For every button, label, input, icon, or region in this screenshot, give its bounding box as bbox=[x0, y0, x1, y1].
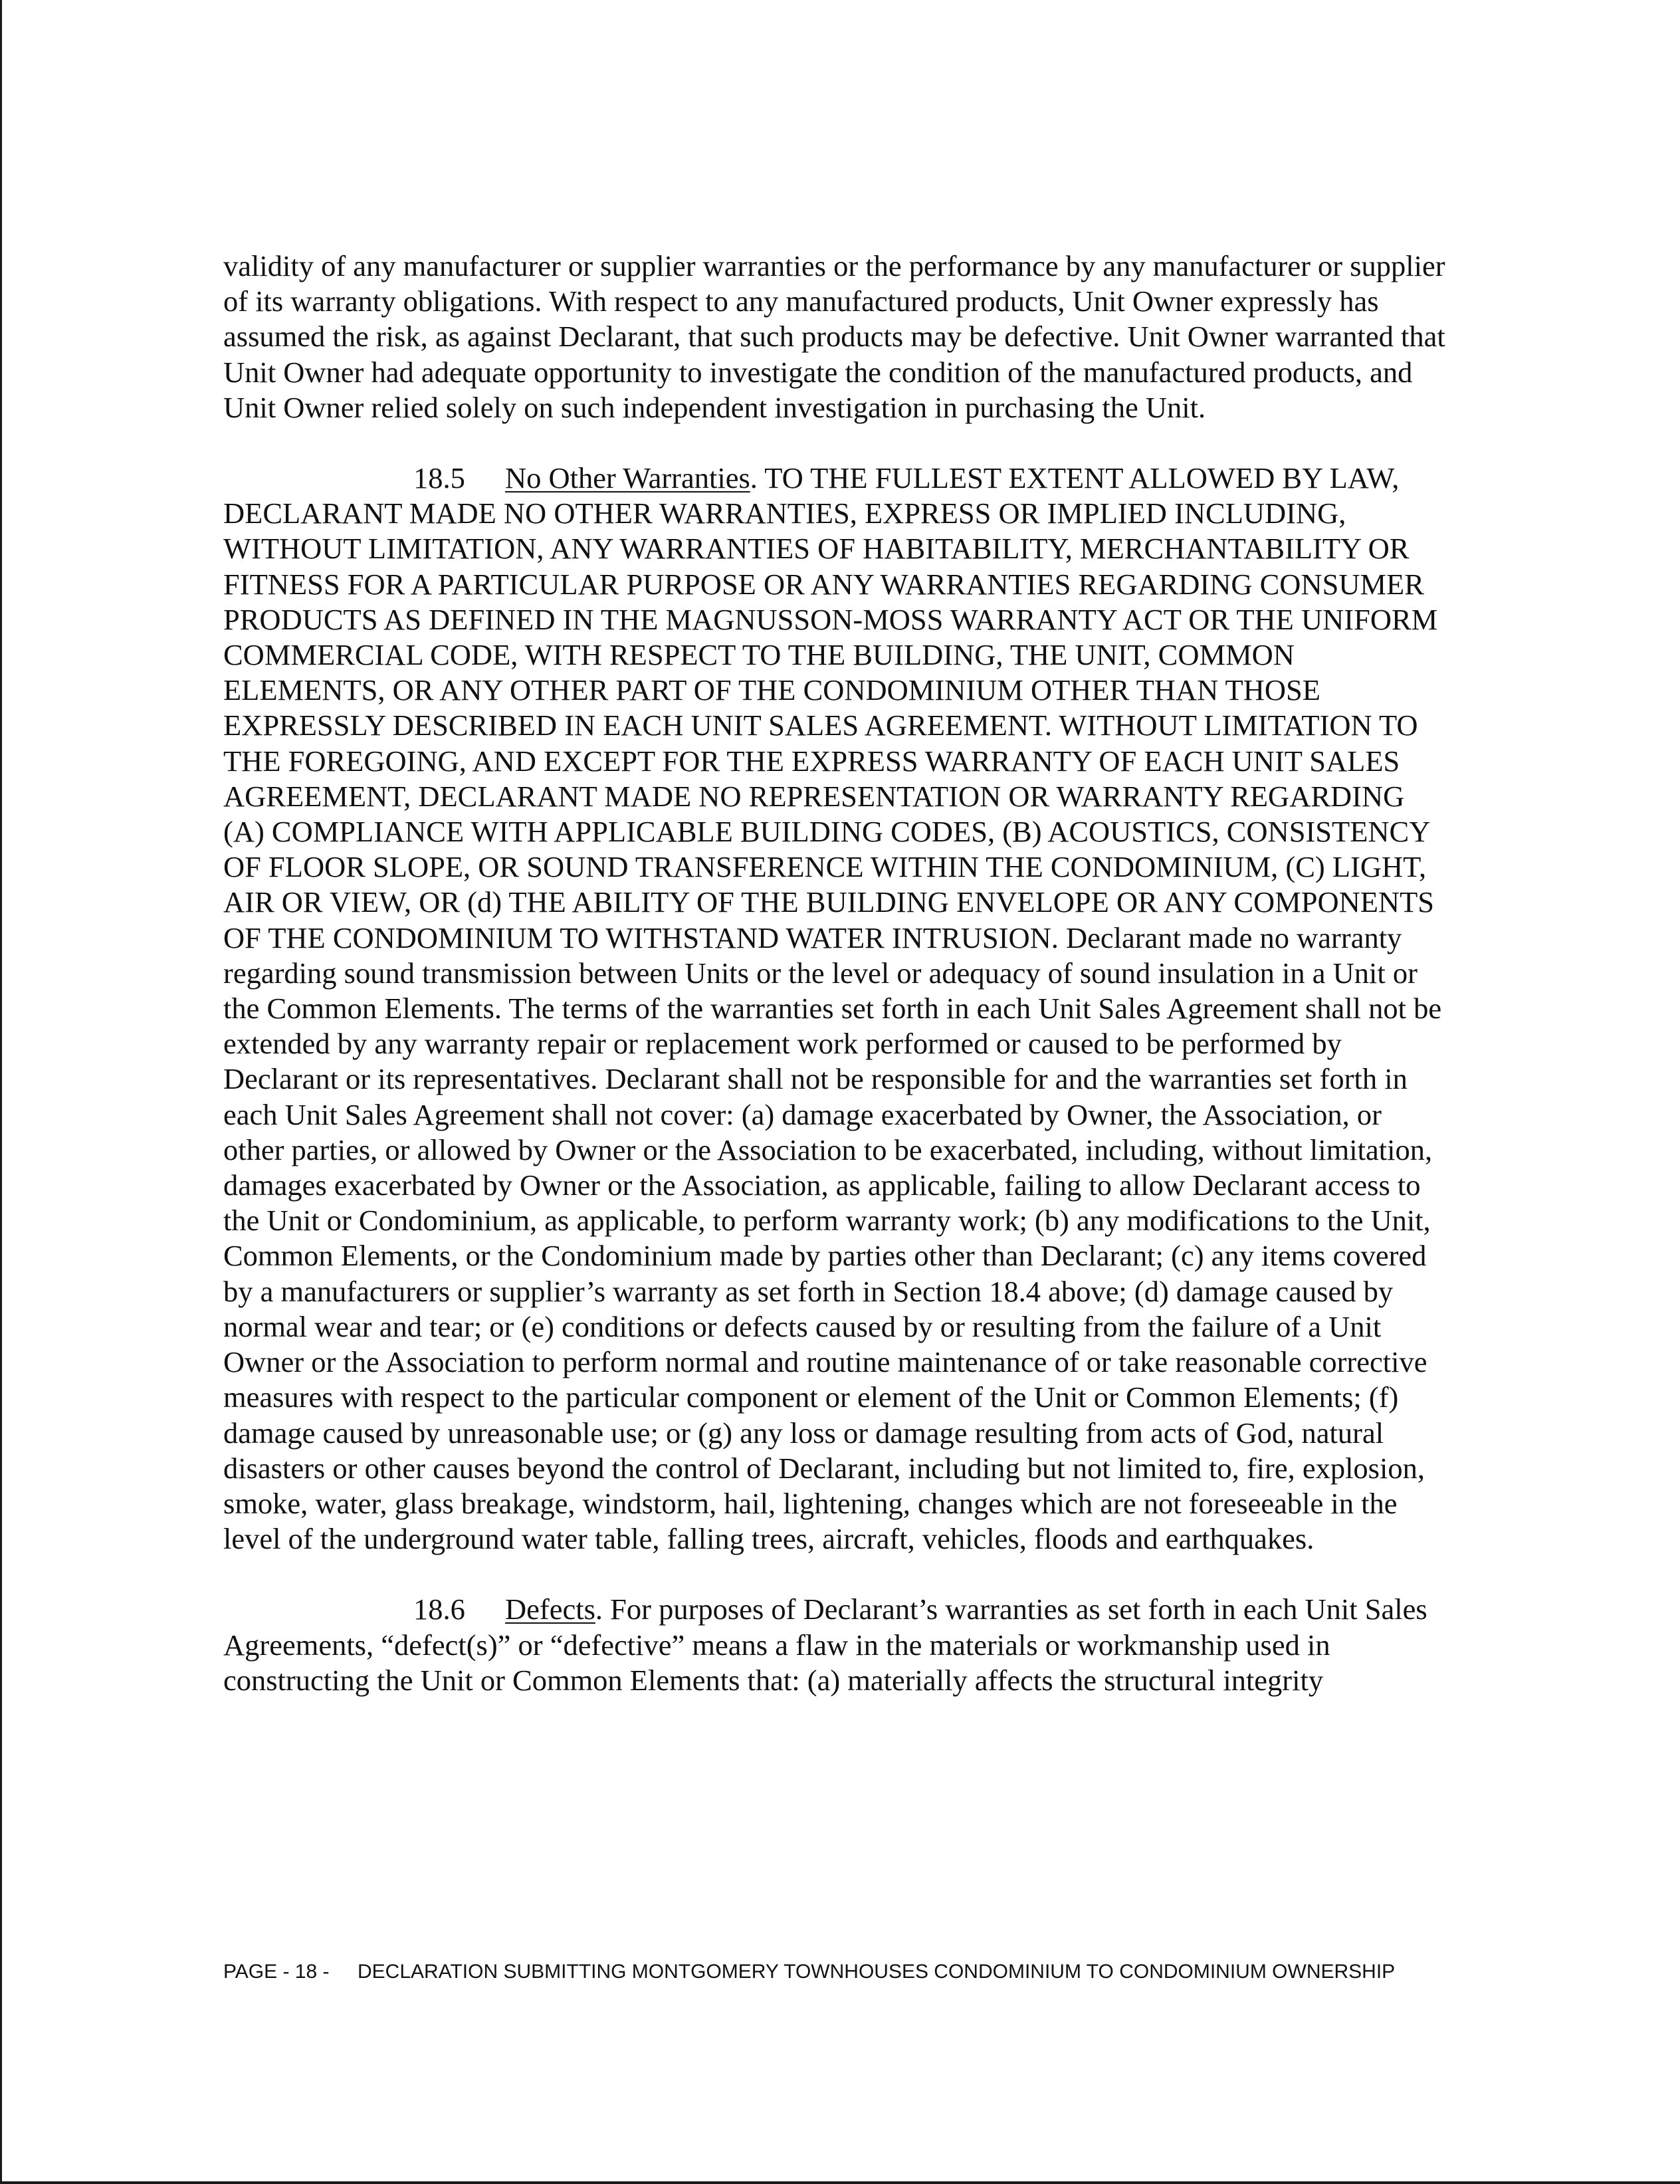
section-body: . TO THE FULLEST EXTENT ALLOWED BY LAW, DECLARANT MADE NO OTHER WARRANTIES, EXPRESS OR IMPLIED INCLUDING, WITHOUT LIMITATION, ANY WARRANTIES OF HABITABILITY, MERCHANTABILITY OR FITNESS FOR A PARTICULAR PURPOSE OR ANY WARRANTIES REGARDING CONSUMER PRODUCTS AS DEFINED IN THE MAGNUSSON-MOSS WARRANTY ACT OR THE UNIFORM COMMERCIAL CODE, WITH RESPECT TO THE BUILDING, THE UNIT, COMMON ELEMENTS, OR ANY OTHER PART OF THE CONDOMINIUM OTHER THAN THOSE EXPRESSLY DESCRIBED IN EACH UNIT SALES AGREEMENT. WITHOUT LIMITATION TO THE FOREGOING, AND EXCEPT FOR THE EXPRESS WARRANTY OF EACH UNIT SALES AGREEMENT, DECLARANT MADE NO REPRESENTATION OR WARRANTY REGARDING (A) COMPLIANCE WITH APPLICABLE BUILDING CODES, (B) ACOUSTICS, CONSISTENCY OF FLOOR SLOPE, OR SOUND TRANSFERENCE WITHIN THE CONDOMINIUM, (C) LIGHT, AIR OR VIEW, OR (d) THE ABILITY OF THE BUILDING ENVELOPE OR ANY COMPONENTS OF THE CONDOMINIUM TO WITHSTAND WATER INTRUSION. Declarant made no warranty regarding sound transmission between Units or the level or adequacy of sound insulation in a Unit or the Common Elements. The terms of the warranties set forth in each Unit Sales Agreement shall not be extended by any warranty repair or replacement work performed or caused to be performed by Declarant or its representatives. Declarant shall not be responsible for and the warranties set forth in each Unit Sales Agreement shall not cover: (a) damage exacerbated by Owner, the Association, or other parties, or allowed by Owner or the Association to be exacerbated, including, without limitation, damages exacerbated by Owner or the Association, as applicable, failing to allow Declarant access to the Unit or Condominium, as applicable, to perform warranty work; (b) any modifications to the Unit, Common Elements, or the Condominium made by parties other than Declarant; (c) any items covered by a manufacturers or supplier’s warranty as set forth in Section 18.4 above; (d) damage caused by normal wear and tear; or (e) conditions or defects caused by or resulting from the failure of a Unit Owner or the Association to perform normal and routine maintenance of or take reasonable corrective measures with respect to the particular component or element of the Unit or Common Elements; (f) damage caused by unreasonable use; or (g) any loss or damage resulting from acts of God, natural disasters or other causes beyond the control of Declarant, including but not limited to, fire, explosion, smoke, water, glass breakage, windstorm, hail, lightening, changes which are not foreseeable in the level of the underground water table, falling trees, aircraft, vehicles, floods and earthquakes. bbox=[223, 461, 1442, 1556]
scan-edge-bottom bbox=[0, 2181, 1680, 2184]
section-body: . For purposes of Declarant’s warranties as set forth in each Unit Sales Agreements, “defect(s)” or “defective” means a flaw in the materials or workmanship used in constructing the Unit or Common Elements that: (a) materially affects the structural integrity bbox=[223, 1592, 1427, 1697]
section-heading: No Other Warranties bbox=[505, 461, 750, 495]
document-body bbox=[223, 249, 1446, 1733]
section-18-6 bbox=[223, 1592, 1446, 1698]
footer-page-number: PAGE - 18 - bbox=[223, 1961, 330, 1983]
footer-document-title: DECLARATION SUBMITTING MONTGOMERY TOWNHOUSES CONDOMINIUM TO CONDOMINIUM OWNERSHIP bbox=[358, 1961, 1396, 1983]
scan-edge-left bbox=[0, 0, 2, 2184]
section-18-5 bbox=[223, 461, 1446, 1557]
continued-paragraph bbox=[223, 249, 1446, 425]
section-number: 18.5 bbox=[413, 461, 465, 495]
section-heading: Defects bbox=[505, 1592, 595, 1626]
page-footer bbox=[223, 1959, 1486, 1984]
continued-paragraph-text: validity of any manufacturer or supplier warranties or the performance by any manufacturer or supplier of its warranty obligations. With respect to any manufactured products, Unit Owner expressly has assumed the risk, as against Declarant, that such products may be defective. Unit Owner warranted that Unit Owner had adequate opportunity to investigate the condition of the manufactured products, and Unit Owner relied solely on such independent investigation in purchasing the Unit. bbox=[223, 249, 1445, 424]
section-number: 18.6 bbox=[413, 1592, 465, 1626]
